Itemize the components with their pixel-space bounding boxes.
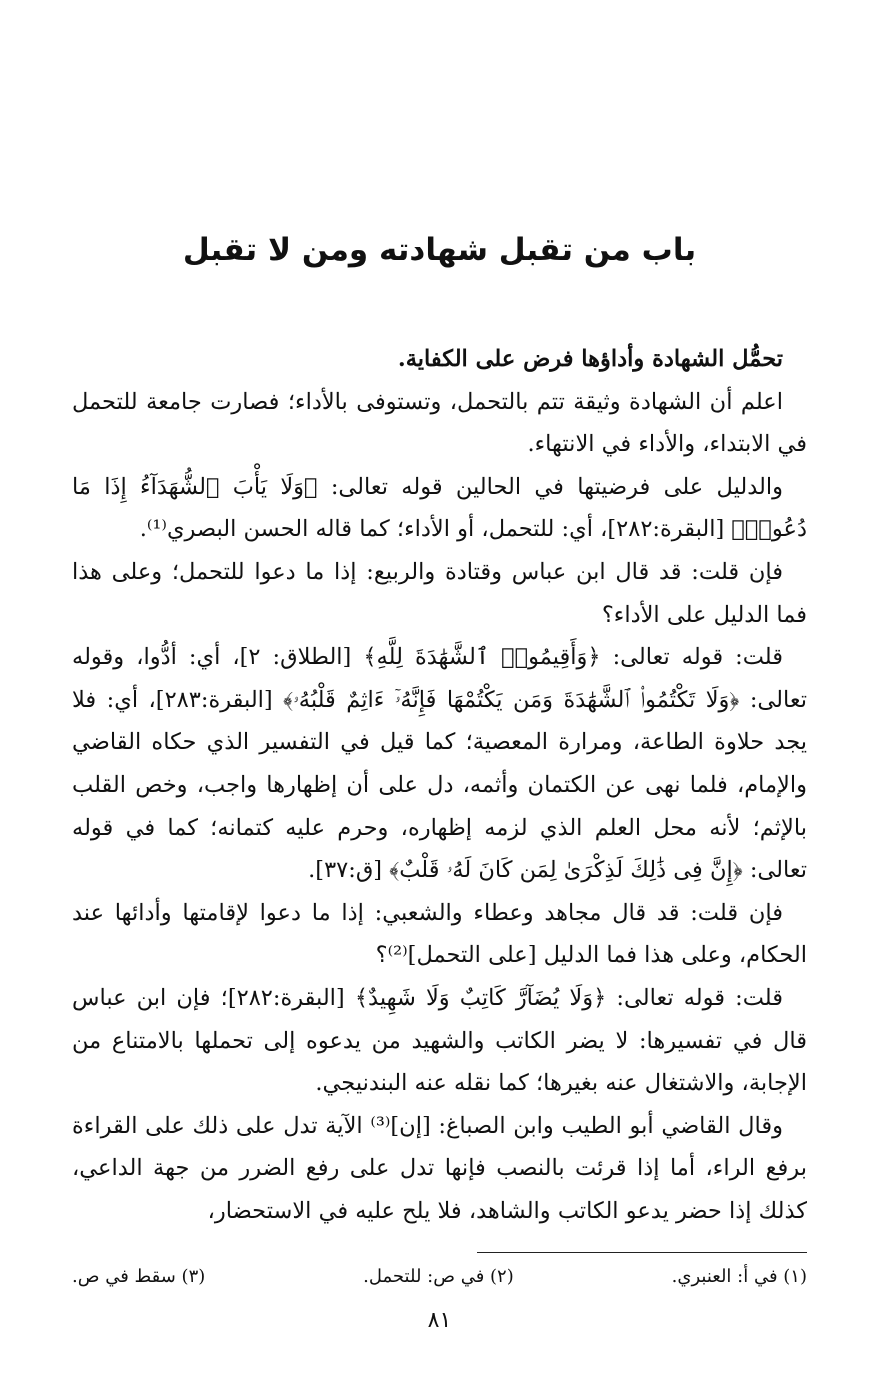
page-number: ٨١ — [427, 1308, 452, 1333]
paragraph: اعلم أن الشهادة وثيقة تتم بالتحمل، وتستوفى بالأداء؛ فصارت جامعة للتحمل في الابتداء، والأداء في الانتهاء. — [72, 388, 807, 458]
paragraph: فإن قلت: قد قال مجاهد وعطاء والشعبي: إذا ما دعوا لإقامتها وأدائها عند الحكام، وعلى هذا فما الدليل [على التحمل]⁽²⁾؟ — [72, 899, 807, 969]
paragraph: قلت: قوله تعالى: ﴿وَأَقِيمُوا۟ ٱلشَّهَٰدَةَ لِلَّهِ﴾ [الطلاق: ٢]، أي: أدُّوا، وقوله تعالى: ﴿وَلَا تَكْتُمُوا۟ ٱلشَّهَٰدَةَ وَمَن يَكْتُمْهَا فَإِنَّهُۥٓ ءَاثِمٌ قَلْبُهُۥ﴾ [البقرة:٢٨٣]، أي: فلا يجد حلاوة الطاعة، ومرارة المعصية؛ كما قيل في التفسير الذي حكاه القاضي والإمام، فلما نهى عن الكتمان وأثمه، دل على أن إظهارها واجب، وخص القلب بالإثم؛ لأنه محل العلم الذي لزمه إظهاره، وحرم عليه كتمانه؛ كما في قوله تعالى: ﴿إِنَّ فِى ذَٰلِكَ لَذِكْرَىٰ لِمَن كَانَ لَهُۥ قَلْبٌ﴾ [ق:٣٧]. — [72, 644, 808, 884]
paragraph-rule: تحمُّل الشهادة وأداؤها فرض على الكفاية. — [397, 346, 783, 372]
chapter-title: باب من تقبل شهادته ومن لا تقبل — [182, 232, 697, 268]
paragraph: فإن قلت: قد قال ابن عباس وقتادة والربيع: إذا ما دعوا للتحمل؛ وعلى هذا فما الدليل على الأداء؟ — [72, 558, 807, 628]
footnote-2: (٢) في ص: للتحمل. — [363, 1266, 514, 1287]
paragraph: قلت: قوله تعالى: ﴿وَلَا يُضَآرَّ كَاتِبٌ وَلَا شَهِيدٌ﴾ [البقرة:٢٨٢]؛ فإن ابن عباس قال في تفسيرها: لا يضر الكاتب والشهيد من يدعوه إلى تحملها بالامتناع من الإجابة، والاشتغال عنه بغيرها؛ كما نقله عنه البندنيجي. — [72, 984, 807, 1097]
footnote-separator — [477, 1252, 807, 1253]
paragraph: وقال القاضي أبو الطيب وابن الصباغ: [إن]⁽³⁾ الآية تدل على ذلك على القراءة برفع الراء، أما إذا قرئت بالنصب فإنها تدل على رفع الضرر من جهة الداعي، كذلك إذا حضر يدعو الكاتب والشاهد، فلا يلح عليه في الاستحضار، — [72, 1112, 807, 1224]
footnotes — [72, 1262, 807, 1292]
footnote-1: (١) في أ: العنبري. — [671, 1266, 807, 1287]
footnote-3: (٣) سقط في ص. — [72, 1266, 206, 1287]
body-text — [72, 338, 807, 1232]
paragraph: والدليل على فرضيتها في الحالين قوله تعالى: ﴿وَلَا يَأْبَ ٱلشُّهَدَآءُ إِذَا مَا دُعُوا۟﴾ [البقرة:٢٨٢]، أي: للتحمل، أو الأداء؛ كما قاله الحسن البصري⁽¹⁾. — [72, 473, 807, 543]
